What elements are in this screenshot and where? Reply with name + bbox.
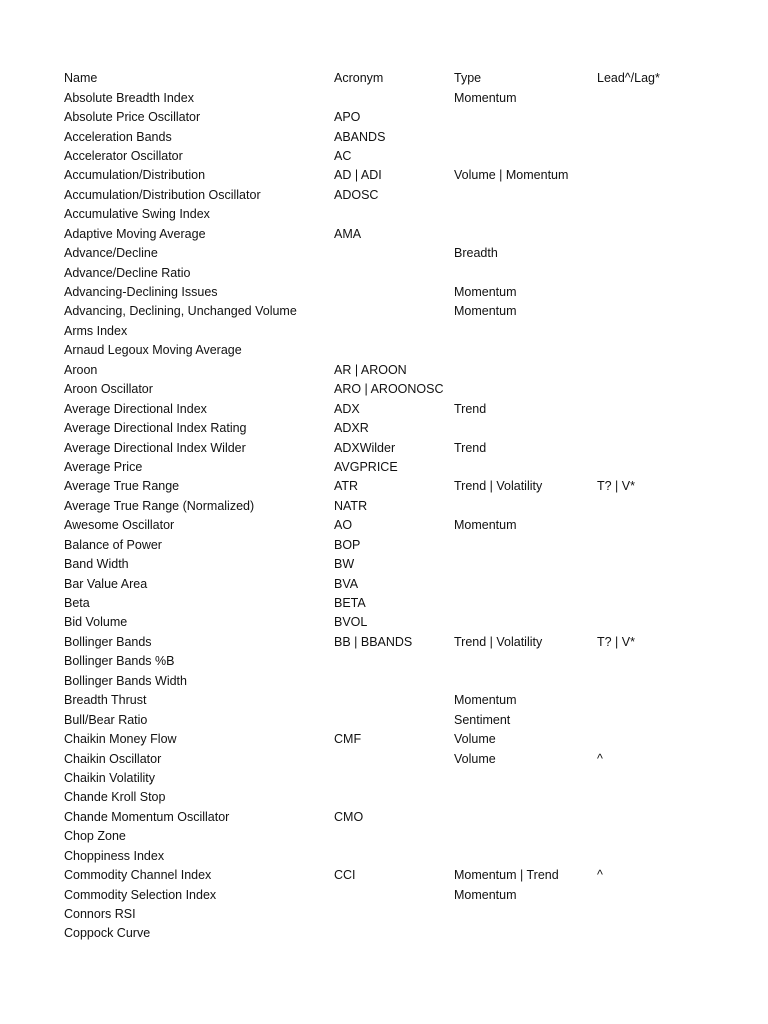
cell-acronym: [334, 749, 454, 768]
cell-lead-lag: [597, 244, 744, 263]
cell-type: [454, 361, 597, 380]
cell-type: [454, 263, 597, 282]
table-row: [64, 361, 744, 380]
table-row: [64, 710, 744, 729]
table-row: [64, 594, 744, 613]
cell-lead-lag: [597, 594, 744, 613]
cell-acronym: AR | AROON: [334, 362, 407, 377]
cell-acronym: [334, 672, 454, 691]
cell-lead-lag: [597, 205, 744, 224]
table-row: [64, 380, 744, 399]
cell-type: [454, 672, 597, 691]
cell-acronym: ADOSC: [334, 187, 379, 202]
cell-name: Bid Volume: [64, 615, 128, 630]
table-body: [64, 88, 744, 943]
cell-name: Choppiness Index: [64, 848, 165, 863]
cell-acronym: [334, 788, 454, 807]
cell-name: Band Width: [64, 557, 129, 572]
cell-type: Momentum: [454, 887, 517, 902]
cell-acronym: BB | BBANDS: [334, 634, 413, 649]
cell-acronym: [334, 827, 454, 846]
cell-acronym: AMA: [334, 226, 362, 241]
cell-name: Awesome Oscillator: [64, 518, 175, 533]
cell-lead-lag: [597, 885, 744, 904]
cell-acronym: AVGPRICE: [334, 459, 398, 474]
cell-acronym: ABANDS: [334, 129, 386, 144]
cell-type: [454, 613, 597, 632]
table-row: [64, 322, 744, 341]
cell-lead-lag: [597, 497, 744, 516]
cell-type: Sentiment: [454, 712, 511, 727]
cell-name: Accumulation/Distribution: [64, 168, 206, 183]
table-row: [64, 827, 744, 846]
cell-acronym: BETA: [334, 596, 366, 611]
cell-acronym: [334, 769, 454, 788]
cell-name: Commodity Selection Index: [64, 887, 217, 902]
cell-lead-lag: [597, 788, 744, 807]
cell-lead-lag: [597, 691, 744, 710]
cell-lead-lag: [597, 808, 744, 827]
table-row: [64, 283, 744, 302]
header-acronym: Acronym: [334, 71, 384, 86]
cell-name: Commodity Channel Index: [64, 868, 212, 883]
cell-lead-lag: [597, 905, 744, 924]
cell-lead-lag: [597, 516, 744, 535]
cell-name: Chaikin Volatility: [64, 770, 156, 785]
cell-lead-lag: [597, 283, 744, 302]
cell-acronym: BVOL: [334, 615, 368, 630]
cell-lead-lag: [597, 225, 744, 244]
cell-lead-lag: [597, 263, 744, 282]
cell-name: Aroon: [64, 362, 98, 377]
cell-acronym: AC: [334, 148, 352, 163]
cell-name: Chop Zone: [64, 829, 126, 844]
cell-name: Advancing, Declining, Unchanged Volume: [64, 304, 297, 319]
table-row: [64, 769, 744, 788]
cell-type: [454, 574, 597, 593]
cell-type: Trend | Volatility: [454, 479, 543, 494]
cell-acronym: CMF: [334, 732, 362, 747]
table-row: [64, 555, 744, 574]
cell-type: [454, 108, 597, 127]
cell-lead-lag: [597, 613, 744, 632]
cell-acronym: [334, 652, 454, 671]
header-lead-lag: Lead^/Lag*: [597, 71, 660, 86]
cell-name: Chaikin Oscillator: [64, 751, 162, 766]
cell-lead-lag: [597, 108, 744, 127]
cell-acronym: [334, 710, 454, 729]
cell-acronym: NATR: [334, 498, 368, 513]
cell-acronym: [334, 691, 454, 710]
cell-lead-lag: [597, 88, 744, 107]
table-row: [64, 419, 744, 438]
cell-name: Accumulative Swing Index: [64, 207, 210, 222]
cell-type: [454, 652, 597, 671]
cell-name: Chande Momentum Oscillator: [64, 809, 230, 824]
table-row: [64, 341, 744, 360]
table-row: [64, 633, 744, 652]
cell-name: Advance/Decline Ratio: [64, 265, 191, 280]
cell-type: Momentum | Trend: [454, 868, 559, 883]
table-row: [64, 516, 744, 535]
cell-type: [454, 419, 597, 438]
cell-name: Advance/Decline: [64, 246, 158, 261]
cell-name: Chande Kroll Stop: [64, 790, 166, 805]
cell-name: Acceleration Bands: [64, 129, 172, 144]
cell-name: Aroon Oscillator: [64, 382, 153, 397]
table-row: [64, 788, 744, 807]
cell-acronym: [334, 263, 454, 282]
cell-name: Connors RSI: [64, 907, 136, 922]
cell-name: Breadth Thrust: [64, 693, 147, 708]
cell-lead-lag: [597, 710, 744, 729]
cell-lead-lag: [597, 166, 744, 185]
cell-type: Momentum: [454, 693, 517, 708]
cell-name: Average Directional Index Rating: [64, 421, 247, 436]
cell-type: Breadth: [454, 246, 498, 261]
cell-type: [454, 458, 597, 477]
indicator-table: [64, 69, 744, 944]
cell-acronym: [334, 302, 454, 321]
table-row: [64, 866, 744, 885]
cell-type: [454, 322, 597, 341]
cell-type: [454, 341, 597, 360]
cell-lead-lag: [597, 399, 744, 418]
cell-acronym: [334, 905, 454, 924]
cell-lead-lag: [597, 147, 744, 166]
cell-acronym: AO: [334, 518, 353, 533]
table-row: [64, 749, 744, 768]
header-name: Name: [64, 71, 98, 86]
table-row: [64, 672, 744, 691]
table-row: [64, 613, 744, 632]
table-row: [64, 225, 744, 244]
cell-lead-lag: [597, 924, 744, 943]
table-row: [64, 302, 744, 321]
table-row: [64, 477, 744, 496]
cell-lead-lag: [597, 438, 744, 457]
table-row: [64, 186, 744, 205]
cell-lead-lag: [597, 536, 744, 555]
cell-lead-lag: [597, 769, 744, 788]
cell-name: Average True Range: [64, 479, 180, 494]
cell-lead-lag: [597, 341, 744, 360]
cell-acronym: ADXWilder: [334, 440, 396, 455]
cell-lead-lag: [597, 827, 744, 846]
cell-type: [454, 497, 597, 516]
cell-type: Trend | Volatility: [454, 634, 543, 649]
cell-acronym: [334, 924, 454, 943]
cell-name: Arms Index: [64, 323, 128, 338]
cell-lead-lag: T? | V*: [597, 634, 635, 649]
cell-name: Average True Range (Normalized): [64, 498, 255, 513]
cell-acronym: AD | ADI: [334, 168, 382, 183]
cell-name: Absolute Breadth Index: [64, 90, 194, 105]
table-row: [64, 808, 744, 827]
cell-acronym: [334, 341, 454, 360]
cell-type: [454, 147, 597, 166]
cell-lead-lag: [597, 302, 744, 321]
cell-name: Average Price: [64, 459, 143, 474]
cell-name: Coppock Curve: [64, 926, 151, 941]
cell-lead-lag: ^: [597, 868, 603, 883]
cell-lead-lag: [597, 730, 744, 749]
cell-lead-lag: [597, 127, 744, 146]
cell-type: [454, 769, 597, 788]
cell-acronym: ADXR: [334, 421, 369, 436]
cell-acronym: ATR: [334, 479, 359, 494]
cell-lead-lag: [597, 419, 744, 438]
table-row: [64, 166, 744, 185]
table-row: [64, 244, 744, 263]
cell-name: Balance of Power: [64, 537, 162, 552]
cell-name: Accelerator Oscillator: [64, 148, 183, 163]
cell-lead-lag: [597, 574, 744, 593]
table-row: [64, 147, 744, 166]
cell-name: Absolute Price Oscillator: [64, 110, 201, 125]
cell-name: Bollinger Bands %B: [64, 654, 175, 669]
table-row: [64, 536, 744, 555]
table-row: [64, 88, 744, 107]
cell-acronym: BOP: [334, 537, 361, 552]
cell-type: [454, 594, 597, 613]
cell-acronym: ARO | AROONOSC: [334, 382, 444, 397]
cell-type: [454, 127, 597, 146]
cell-type: [454, 924, 597, 943]
cell-acronym: [334, 244, 454, 263]
cell-lead-lag: [597, 322, 744, 341]
cell-name: Bull/Bear Ratio: [64, 712, 148, 727]
table-row: [64, 574, 744, 593]
table-row: [64, 438, 744, 457]
cell-acronym: BVA: [334, 576, 359, 591]
cell-type: [454, 380, 597, 399]
cell-type: [454, 555, 597, 574]
table-row: [64, 924, 744, 943]
cell-type: [454, 905, 597, 924]
table-row: [64, 458, 744, 477]
table-row: [64, 730, 744, 749]
cell-type: [454, 205, 597, 224]
spreadsheet-page: [64, 69, 744, 944]
cell-type: Volume: [454, 732, 496, 747]
cell-type: [454, 186, 597, 205]
table-row: [64, 263, 744, 282]
table-row: [64, 885, 744, 904]
cell-name: Average Directional Index: [64, 401, 207, 416]
cell-lead-lag: [597, 361, 744, 380]
table-row: [64, 652, 744, 671]
cell-acronym: CCI: [334, 868, 356, 883]
cell-acronym: [334, 88, 454, 107]
cell-name: Bar Value Area: [64, 576, 148, 591]
cell-name: Advancing-Declining Issues: [64, 285, 218, 300]
cell-acronym: CMO: [334, 809, 364, 824]
cell-type: Momentum: [454, 285, 517, 300]
cell-type: Volume: [454, 751, 496, 766]
cell-acronym: [334, 885, 454, 904]
cell-lead-lag: [597, 672, 744, 691]
cell-acronym: [334, 283, 454, 302]
cell-lead-lag: ^: [597, 751, 603, 766]
cell-name: Average Directional Index Wilder: [64, 440, 246, 455]
cell-lead-lag: [597, 380, 744, 399]
cell-name: Arnaud Legoux Moving Average: [64, 343, 242, 358]
cell-name: Bollinger Bands: [64, 634, 152, 649]
cell-lead-lag: [597, 186, 744, 205]
table-row: [64, 847, 744, 866]
cell-lead-lag: T? | V*: [597, 479, 635, 494]
cell-type: Momentum: [454, 304, 517, 319]
cell-type: [454, 847, 597, 866]
cell-name: Beta: [64, 596, 90, 611]
cell-name: Adaptive Moving Average: [64, 226, 206, 241]
cell-name: Chaikin Money Flow: [64, 732, 177, 747]
table-row: [64, 399, 744, 418]
cell-lead-lag: [597, 847, 744, 866]
cell-type: Trend: [454, 401, 487, 416]
table-row: [64, 127, 744, 146]
cell-type: [454, 788, 597, 807]
header-row: [64, 69, 744, 88]
cell-name: Bollinger Bands Width: [64, 673, 187, 688]
cell-lead-lag: [597, 652, 744, 671]
cell-type: Momentum: [454, 90, 517, 105]
cell-acronym: [334, 847, 454, 866]
table-row: [64, 497, 744, 516]
cell-type: [454, 536, 597, 555]
cell-acronym: [334, 205, 454, 224]
header-type: Type: [454, 71, 482, 86]
cell-type: [454, 225, 597, 244]
cell-type: [454, 808, 597, 827]
table-row: [64, 905, 744, 924]
cell-type: [454, 827, 597, 846]
cell-acronym: APO: [334, 110, 361, 125]
cell-type: Volume | Momentum: [454, 168, 569, 183]
cell-acronym: [334, 322, 454, 341]
table-row: [64, 205, 744, 224]
cell-acronym: ADX: [334, 401, 360, 416]
table-row: [64, 108, 744, 127]
cell-lead-lag: [597, 458, 744, 477]
cell-type: Momentum: [454, 518, 517, 533]
cell-type: Trend: [454, 440, 487, 455]
cell-acronym: BW: [334, 557, 355, 572]
cell-lead-lag: [597, 555, 744, 574]
cell-name: Accumulation/Distribution Oscillator: [64, 187, 261, 202]
table-row: [64, 691, 744, 710]
